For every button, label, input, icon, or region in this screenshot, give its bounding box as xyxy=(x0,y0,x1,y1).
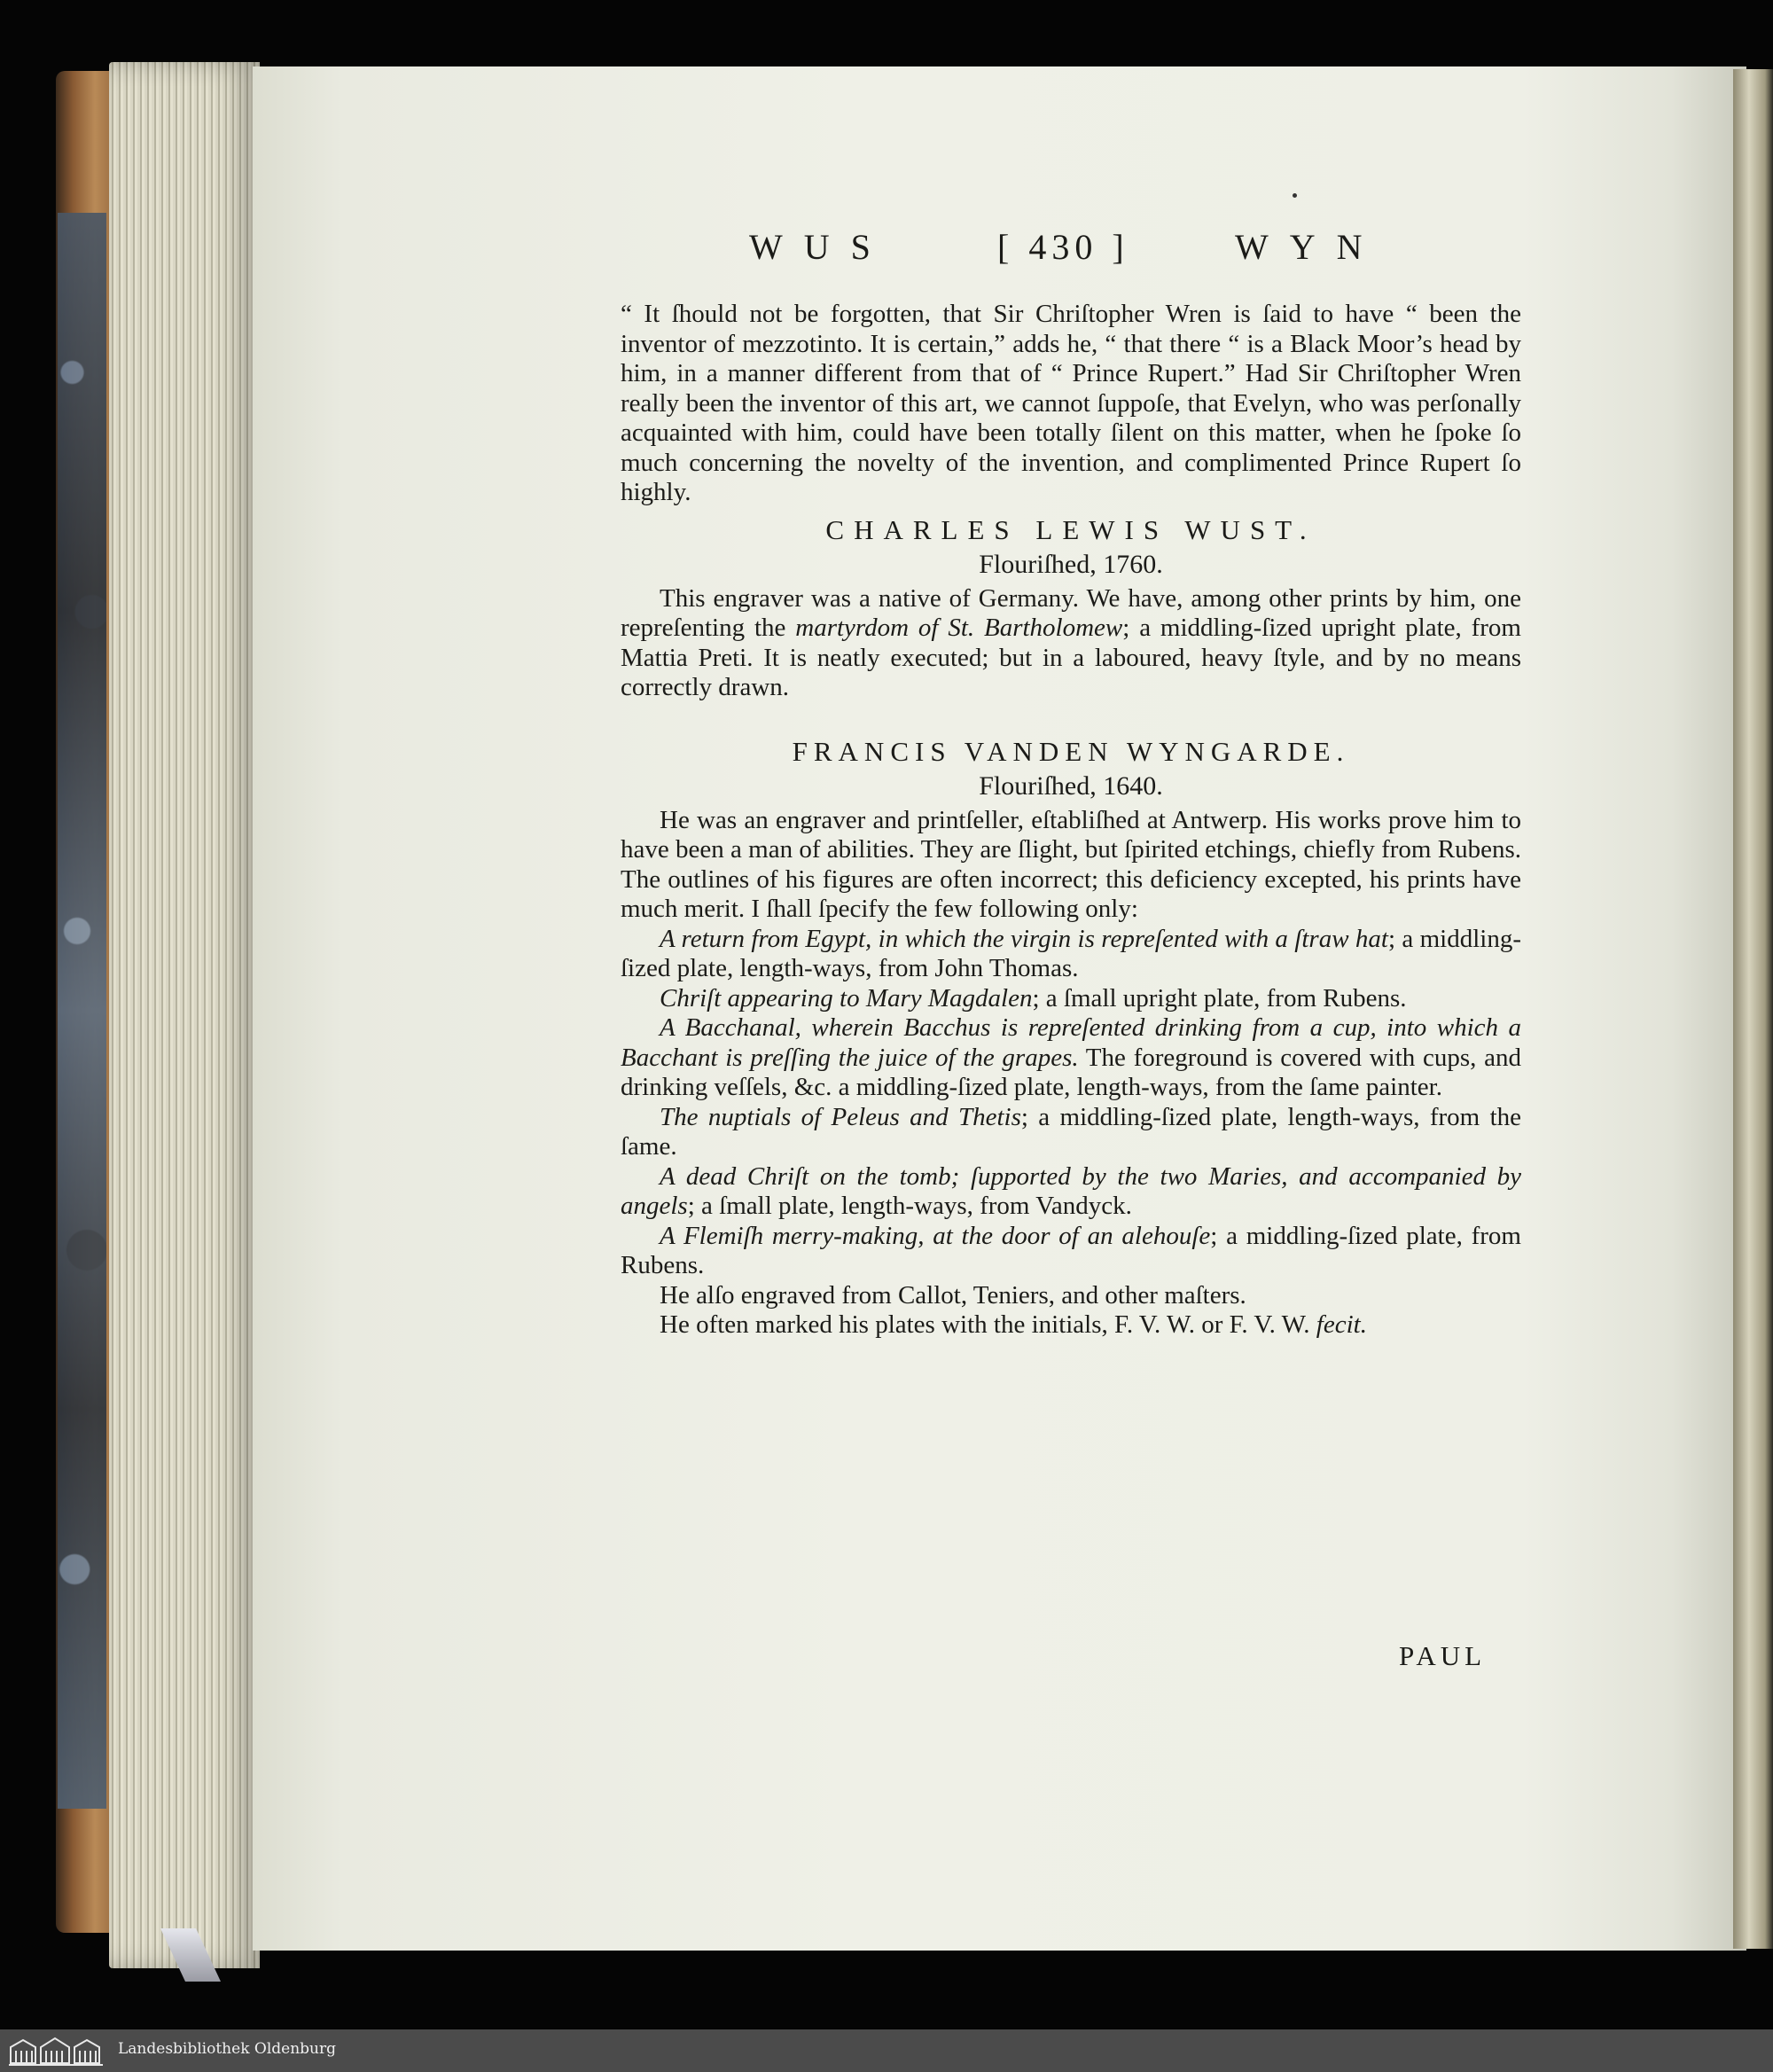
running-head-left: WUS xyxy=(749,227,892,267)
work-item xyxy=(621,984,1521,1014)
work-item xyxy=(621,1103,1521,1162)
marks-text: He often marked his plates with the initials, F. V. W. or F. V. W. xyxy=(660,1310,1316,1339)
work-title: A Flemiſh merry-making, at the door of an alehouſe xyxy=(660,1221,1211,1250)
catchword: PAUL xyxy=(1399,1640,1487,1671)
page-right-edge xyxy=(1733,69,1773,1949)
work-desc: ; a ſmall upright plate, from Rubens. xyxy=(1032,983,1407,1013)
entry-also-wyngarde: He alſo engraved from Callot, Teniers, and other maſters. xyxy=(660,1280,1246,1310)
work-desc: ; a middling-ſized plate, length-ways, from the ſame. xyxy=(621,1102,1521,1161)
wust-text-c: ; a middling-ſized upright plate, from Mattia Preti. It is neatly executed; but in a laboured, heavy ſtyle, and by no means correctly drawn. xyxy=(621,614,1521,701)
paragraph-quote: “ It ſhould not be forgotten, that Sir Chriſtopher Wren is ſaid to have “ been the inventor of mezzotinto. It is certain,” adds he, “ that there “ is a Black Moor’s head by him, in a manner different from that of “ Prince Rupert.” Had Sir Chriſtopher Wren really been the inventor of this art, we cannot ſuppoſe, that Evelyn, who was perſonally acquainted with him, could have been totally ſilent on this matter, when he ſpoke ſo much concerning the novelty of the invention, and complimented Prince Rupert ſo highly. xyxy=(621,300,1521,506)
library-logo-icon xyxy=(7,2035,105,2067)
entry-marks-wyngarde xyxy=(621,1310,1521,1341)
library-name: Landesbibliothek Oldenburg xyxy=(118,2040,337,2058)
work-item xyxy=(621,1162,1521,1222)
work-title: A return from Egypt, in which the virgin is repreſented with a ſtraw hat xyxy=(660,924,1388,953)
wust-print-title: martyrdom of St. Bartholomew xyxy=(795,614,1123,642)
entry-flourished-wyngarde: Flouriſhed, 1640. xyxy=(979,770,1163,801)
wust-text-a: This engraver was a native of Germany. We have, among other prints by him, one repreſenting the xyxy=(621,583,1521,642)
page-number: [ 430 ] xyxy=(997,227,1129,267)
work-desc: The foreground is covered with cups, and drinking veſſels, &c. a middling-ſized plate, length-ways, from the ſame painter. xyxy=(621,1043,1521,1101)
work-item xyxy=(621,925,1521,984)
page-block-edge xyxy=(109,62,260,1968)
work-desc: ; a middling-ſized plate, length-ways, from John Thomas. xyxy=(621,924,1521,982)
work-title: The nuptials of Peleus and Thetis xyxy=(660,1102,1021,1131)
work-title: A Bacchanal, wherein Bacchus is repreſented drinking from a cup, into which a Bacchant is preſſing the juice of the grapes. xyxy=(621,1013,1521,1072)
work-title: Chriſt appearing to Mary Magdalen xyxy=(660,983,1033,1013)
entry-heading-wyngarde: FRANCIS VANDEN WYNGARDE. xyxy=(792,735,1350,767)
footer-bar xyxy=(0,2029,1773,2072)
marbled-cover xyxy=(58,213,106,1809)
entry-flourished-wust: Flouriſhed, 1760. xyxy=(979,549,1163,579)
work-desc: ; a middling-ſized plate, from Rubens. xyxy=(621,1221,1521,1279)
work-title: A dead Chriſt on the tomb; ſupported by the two Maries, and accompanied by angels xyxy=(621,1161,1521,1220)
entry-intro-wyngarde: He was an engraver and printſeller, eſtabliſhed at Antwerp. His works prove him to have been a man of abilities. They are ſlight, but ſpirited etchings, chiefly from Rubens. The outlines of his figures are often incorrect; this deficiency excepted, his prints have much merit. I ſhall ſpecify the few following only: xyxy=(621,805,1521,923)
printing-dot xyxy=(1293,193,1297,198)
work-desc: ; a ſmall plate, length-ways, from Vandyck. xyxy=(687,1192,1132,1220)
work-item xyxy=(621,1222,1521,1281)
entry-heading-wust: CHARLES LEWIS WUST. xyxy=(825,513,1316,545)
running-head-right: WYN xyxy=(1235,227,1384,267)
page-text xyxy=(621,229,1521,1341)
marks-fecit: fecit. xyxy=(1316,1310,1367,1339)
entry-text-wust xyxy=(621,584,1521,703)
work-item xyxy=(621,1013,1521,1103)
